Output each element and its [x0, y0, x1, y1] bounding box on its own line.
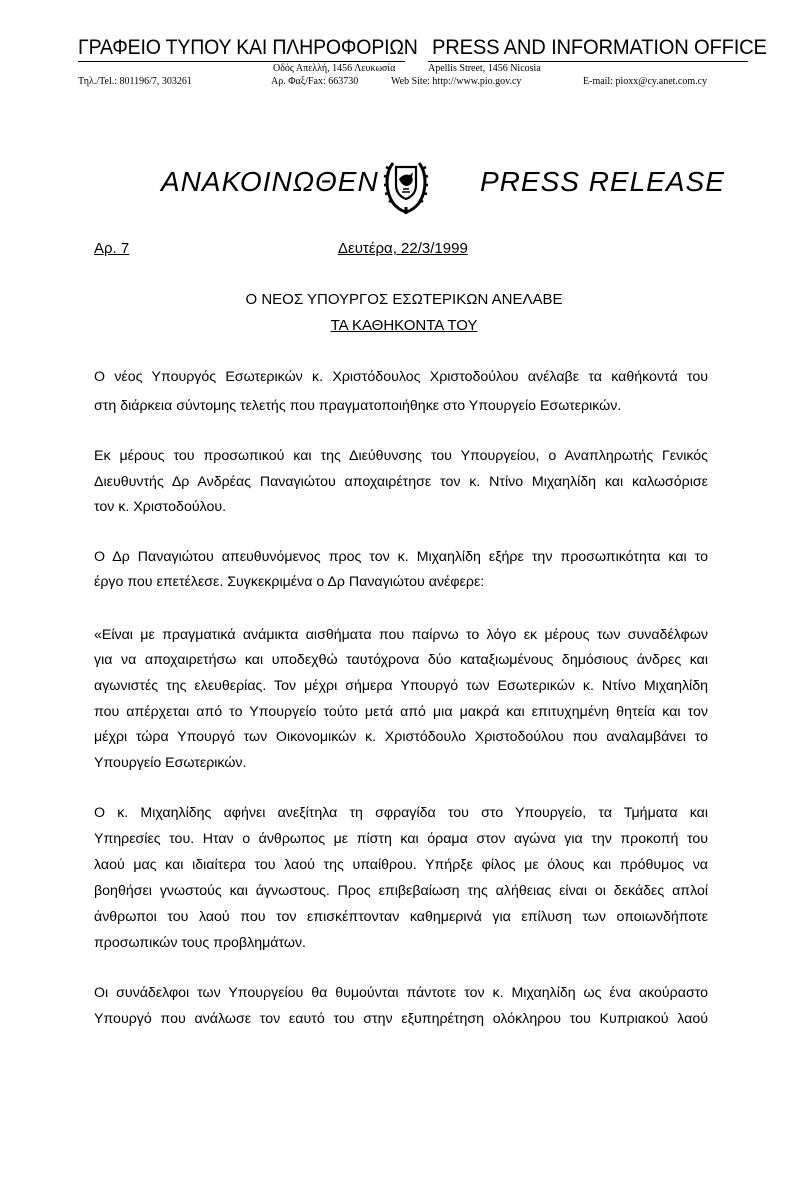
body-line: Υπουργό που ανάλωσε τον εαυτό του στην εξυπηρέτηση ολόκληρου του Κυπριακού λαού [94, 1011, 708, 1027]
office-name-english: PRESS AND INFORMATION OFFICE [432, 36, 767, 59]
telephone: Τηλ./Tel.: 801196/7, 303261 [78, 76, 192, 87]
address-greek: Οδός Απελλή, 1456 Λευκωσία [273, 63, 396, 74]
cyprus-coat-of-arms-icon [383, 155, 429, 215]
letterhead-rule-greek [78, 61, 405, 62]
release-number: Αρ. 7 [94, 240, 130, 257]
body-line: μέχρι τώρα Υπουργό των Οικονομικών κ. Χριστόδουλο Χριστοδούλου που αναλαμβάνει το [94, 729, 708, 745]
body-line: Εκ μέρους του προσωπικού και της Διεύθυνσης του Υπουργείου, ο Αναπληρωτής Γενικός [94, 448, 708, 464]
body-line: αγωνιστές της ελευθερίας. Τον μέχρι σήμερα Υπουργό των Εσωτερικών κ. Ντίνο Μιχαηλίδη [94, 678, 708, 694]
office-name-greek: ΓΡΑΦΕΙΟ ΤΥΠΟΥ ΚΑΙ ΠΛΗΡΟΦΟΡΙΩΝ [78, 36, 418, 59]
address-english: Apellis Street, 1456 Nicosia [428, 63, 541, 74]
body-line: άνθρωποι του λαού που τον επισκέπτονταν καθημερινά για επίλυση των οποιωνδήποτε [94, 909, 708, 925]
body-line: Ο κ. Μιχαηλίδης αφήνει ανεξίτηλα τη σφραγίδα του στο Υπουργείο, τα Τμήματα και [94, 805, 708, 821]
body-line: Υπηρεσίες του. Ηταν ο άνθρωπος με πίστη και όραμα στον αγώνα για την προκοπή του [94, 831, 708, 847]
release-date: Δευτέρα, 22/3/1999 [338, 240, 468, 257]
body-line: Υπουργείο Εσωτερικών. [94, 755, 247, 771]
body-line: Διευθυντής Δρ Ανδρέας Παναγιώτου αποχαιρέτησε τον κ. Ντίνο Μιχαηλίδη και καλωσόρισε [94, 474, 708, 490]
fax: Αρ. Φαξ/Fax: 663730 [271, 76, 359, 87]
release-title-english: PRESS RELEASE [480, 166, 725, 197]
body-line: που απέρχεται από το Υπουργείο τούτο μετά από μια μακρά και επιτυχημένη θητεία και τον [94, 704, 708, 720]
body-line: «Είναι με πραγματικά ανάμικτα αισθήματα που παίρνω το λόγο εκ μέρους των συναδέλφων [94, 627, 708, 643]
body-line: στη διάρκεια σύντομης τελετής που πραγματοποιήθηκε στο Υπουργείο Εσωτερικών. [94, 398, 622, 414]
website: Web Site: http://www.pio.gov.cy [391, 76, 522, 87]
body-line: λαού μας και ιδιαίτερα του λαού της υπαίθρου. Υπήρξε φίλος με όλους και πρόθυμος να [94, 857, 708, 873]
letterhead-rule-english [428, 61, 748, 62]
headline-line-1: Ο ΝΕΟΣ ΥΠΟΥΡΓΟΣ ΕΣΩΤΕΡΙΚΩΝ ΑΝΕΛΑΒΕ [245, 291, 563, 308]
body-line: βοηθήσει γνωστούς και άγνωστους. Προς επιβεβαίωση της αλήθειας είναι οι δεκάδες απλοί [94, 883, 708, 899]
body-line: Οι συνάδελφοι των Υπουργείου θα θυμούνται πάντοτε τον κ. Μιχαηλίδη ως ένα ακούραστο [94, 985, 708, 1001]
body-line: τον κ. Χριστοδούλου. [94, 499, 227, 515]
email: E-mail: pioxx@cy.anet.com.cy [583, 76, 708, 87]
body-line: προσωπικών τους προβλημάτων. [94, 935, 306, 951]
body-line: έργο που επετέλεσε. Συγκεκριμένα ο Δρ Παναγιώτου ανέφερε: [94, 574, 485, 590]
release-title-greek: ΑΝΑΚΟΙΝΩΘΕΝ [161, 166, 379, 197]
headline-line-2: ΤΑ ΚΑΘΗΚΟΝΤΑ ΤΟΥ [330, 317, 478, 334]
body-line: Ο Δρ Παναγιώτου απευθυνόμενος προς τον κ. Μιχαηλίδη εξήρε την προσωπικότητα και το [94, 549, 708, 565]
body-line: για να αποχαιρετήσω και υποδεχθώ ταυτόχρονα δύο καταξιωμένους δημόσιους άνδρες και [94, 652, 708, 668]
body-line: Ο νέος Υπουργός Εσωτερικών κ. Χριστόδουλος Χριστοδούλου ανέλαβε τα καθήκοντά του [94, 369, 708, 385]
